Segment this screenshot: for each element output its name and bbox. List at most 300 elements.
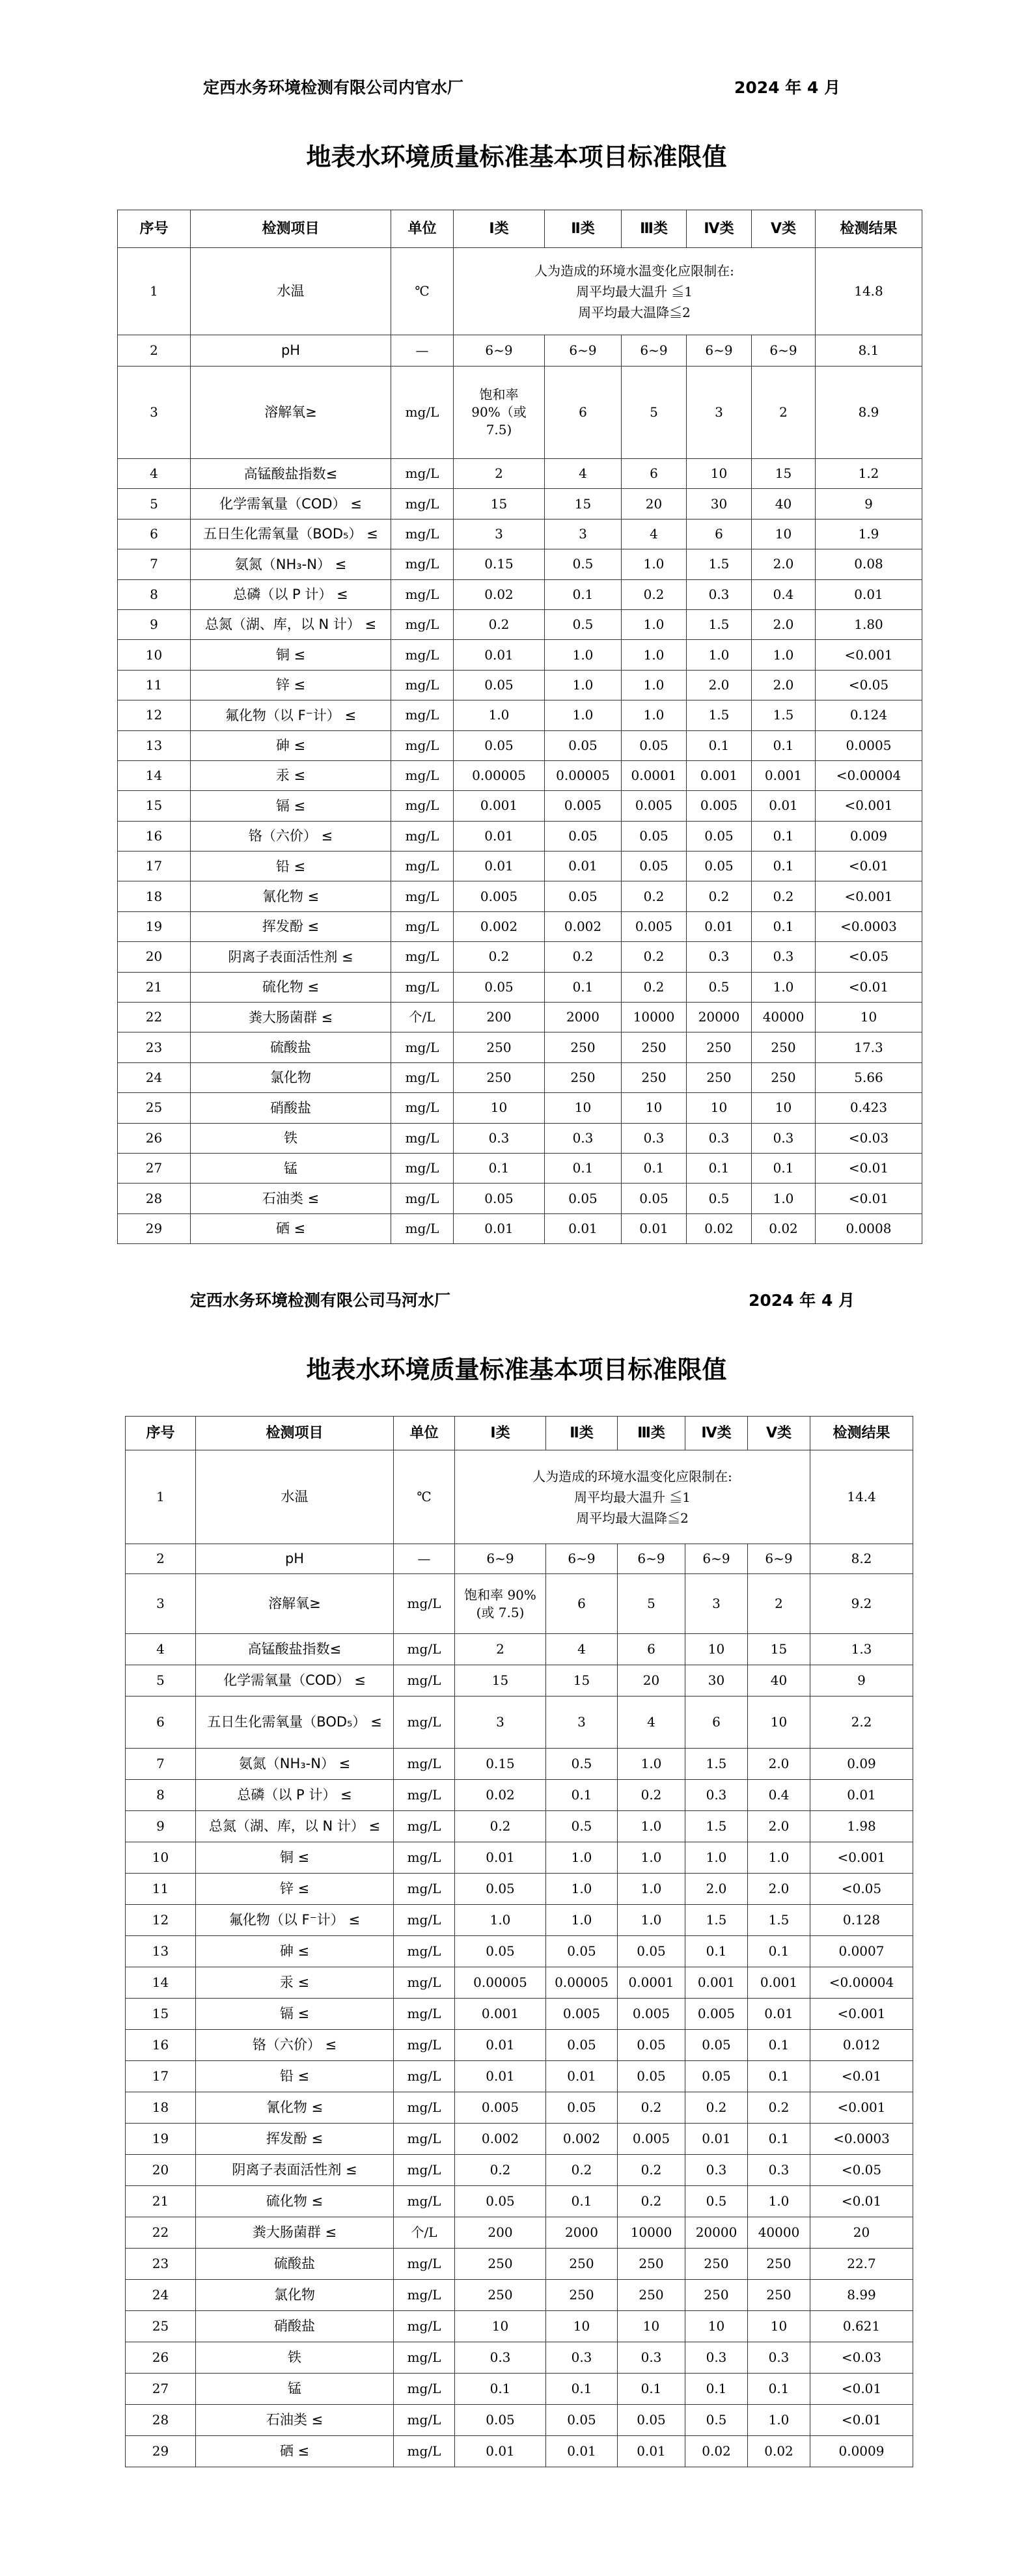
row-class3: 0.2 — [622, 942, 687, 972]
table-row — [118, 881, 922, 911]
col-header-class2: Ⅱ类 — [545, 210, 622, 248]
row-item: 铜 ≤ — [191, 640, 391, 670]
row-item: 氰化物 ≤ — [196, 2092, 394, 2124]
row-class3: 0.01 — [618, 2436, 685, 2467]
row-item: 汞 ≤ — [191, 760, 391, 790]
row-class3: 0.2 — [618, 1780, 685, 1811]
row-class5: 2.0 — [748, 1749, 810, 1780]
standard-limits-table-2 — [125, 1416, 913, 2467]
row-class2: 0.002 — [546, 2124, 618, 2155]
row-class4: 250 — [687, 1062, 752, 1092]
table-row — [126, 1665, 913, 1697]
row-unit: mg/L — [394, 1842, 455, 1874]
row-class3: 0.05 — [618, 1936, 685, 1967]
row-item: 锌 ≤ — [196, 1874, 394, 1905]
row-number: 12 — [118, 700, 191, 730]
row-class4: 0.5 — [687, 972, 752, 1002]
row-class3: 0.005 — [622, 911, 687, 941]
row-number: 28 — [118, 1184, 191, 1213]
row-class4: 0.001 — [687, 760, 752, 790]
row-class2: 6~9 — [545, 335, 622, 367]
row-class4: 0.3 — [687, 579, 752, 609]
row-class1: 0.01 — [455, 1842, 546, 1874]
row-number: 13 — [118, 730, 191, 760]
row-item: 化学需氧量（COD） ≤ — [196, 1665, 394, 1697]
row-class1: 0.2 — [455, 2155, 546, 2186]
row-result: 0.009 — [816, 821, 922, 851]
row-unit: mg/L — [391, 549, 454, 579]
row-unit: mg/L — [391, 519, 454, 549]
row-class3: 0.3 — [618, 2342, 685, 2374]
row-number: 13 — [126, 1936, 196, 1967]
row-result: 22.7 — [810, 2249, 913, 2280]
row-item: 铁 — [191, 1123, 391, 1153]
table-row — [126, 2155, 913, 2186]
row-class4: 0.005 — [685, 1999, 748, 2030]
row-item: 氯化物 — [191, 1062, 391, 1092]
row-result: 0.0005 — [816, 730, 922, 760]
row-class4: 0.02 — [685, 2436, 748, 2467]
row-class4: 6 — [685, 1697, 748, 1749]
col-header-class3: Ⅲ类 — [622, 210, 687, 248]
col-header-no: 序号 — [126, 1417, 196, 1450]
table-row — [126, 1999, 913, 2030]
row-number: 3 — [118, 367, 191, 459]
row-class1: 0.005 — [455, 2092, 546, 2124]
row-class1: 0.00005 — [455, 1967, 546, 1999]
cell-line: (或 7.5) — [476, 1604, 525, 1620]
row-class4: 10 — [687, 459, 752, 489]
row-number: 17 — [118, 852, 191, 881]
row-class3: 4 — [618, 1697, 685, 1749]
row-class4: 0.3 — [687, 1123, 752, 1153]
row-class5: 0.3 — [748, 2342, 810, 2374]
col-header-class4: Ⅳ类 — [687, 210, 752, 248]
row-class3: 0.1 — [618, 2374, 685, 2405]
row-number: 12 — [126, 1905, 196, 1936]
row-class5: 250 — [752, 1062, 816, 1092]
row-class1: 3 — [454, 519, 545, 549]
row-class4: 10 — [685, 2311, 748, 2342]
row-class2: 0.1 — [546, 2374, 618, 2405]
row-result: <0.001 — [810, 1842, 913, 1874]
row-class3: 6 — [618, 1634, 685, 1665]
row-class4: 2.0 — [687, 670, 752, 700]
row-result: 9.2 — [810, 1574, 913, 1634]
row-result: <0.001 — [810, 2092, 913, 2124]
row-class4: 0.2 — [685, 2092, 748, 2124]
row-number: 7 — [118, 549, 191, 579]
row-result: 2.2 — [810, 1697, 913, 1749]
row-number: 5 — [126, 1665, 196, 1697]
row-result: 0.0008 — [816, 1213, 922, 1243]
row-class3: 10000 — [618, 2217, 685, 2249]
row-class4: 30 — [685, 1665, 748, 1697]
row-class2: 0.01 — [545, 1213, 622, 1243]
row-result: <0.00004 — [810, 1967, 913, 1999]
row-class1: 250 — [454, 1062, 545, 1092]
row-class2: 0.1 — [545, 972, 622, 1002]
row-class1: 250 — [455, 2249, 546, 2280]
table-row — [118, 579, 922, 609]
row-item: 砷 ≤ — [196, 1936, 394, 1967]
row-class2: 0.05 — [545, 730, 622, 760]
row-item: 铬（六价） ≤ — [196, 2030, 394, 2061]
row-class5: 0.02 — [748, 2436, 810, 2467]
row-number: 23 — [126, 2249, 196, 2280]
row-item: pH — [191, 335, 391, 367]
row-result: <0.001 — [810, 1999, 913, 2030]
row-class1: 10 — [455, 2311, 546, 2342]
col-header-class1: Ⅰ类 — [455, 1417, 546, 1450]
row-result: 1.80 — [816, 609, 922, 639]
row-unit: mg/L — [394, 2186, 455, 2217]
row-class3: 0.05 — [622, 730, 687, 760]
row-class1: 0.005 — [454, 881, 545, 911]
col-header-result: 检测结果 — [816, 210, 922, 248]
row-result: 0.128 — [810, 1905, 913, 1936]
row-class3: 0.3 — [622, 1123, 687, 1153]
row-class5: 0.1 — [748, 2374, 810, 2405]
table-row — [126, 2124, 913, 2155]
row-result: <0.05 — [810, 1874, 913, 1905]
row-unit: mg/L — [391, 367, 454, 459]
row-class1: 0.001 — [455, 1999, 546, 2030]
row-class5: 0.1 — [752, 852, 816, 881]
row-class2: 0.002 — [545, 911, 622, 941]
row-class5: 2.0 — [752, 549, 816, 579]
row-class5: 15 — [748, 1634, 810, 1665]
table-row — [118, 670, 922, 700]
row-class3: 0.05 — [618, 2405, 685, 2436]
row-class3: 250 — [618, 2280, 685, 2311]
row-number: 14 — [126, 1967, 196, 1999]
row-class4: 0.005 — [687, 791, 752, 821]
row-class1: 0.01 — [454, 640, 545, 670]
table-row — [126, 2061, 913, 2092]
row-number: 25 — [118, 1093, 191, 1123]
row-result: 0.621 — [810, 2311, 913, 2342]
row-item: 镉 ≤ — [196, 1999, 394, 2030]
table-row — [126, 2249, 913, 2280]
row-number: 2 — [126, 1544, 196, 1574]
row-number: 21 — [118, 972, 191, 1002]
row-class3: 1.0 — [618, 1811, 685, 1842]
row-class5: 250 — [752, 1032, 816, 1062]
row-class1: 200 — [454, 1003, 545, 1032]
row-class3: 250 — [622, 1062, 687, 1092]
row-item: 锰 — [191, 1153, 391, 1183]
col-header-unit: 单位 — [391, 210, 454, 248]
col-header-result: 检测结果 — [810, 1417, 913, 1450]
row-result: 9 — [816, 489, 922, 519]
row-class5: 0.1 — [752, 730, 816, 760]
row-unit: mg/L — [394, 1811, 455, 1842]
row-class5: 250 — [748, 2249, 810, 2280]
table-row — [118, 519, 922, 549]
row-class1: 0.2 — [454, 942, 545, 972]
row-class4: 0.001 — [685, 1967, 748, 1999]
table-row — [126, 1780, 913, 1811]
table-row — [118, 760, 922, 790]
row-class2: 0.5 — [546, 1749, 618, 1780]
col-header-class4: Ⅳ类 — [685, 1417, 748, 1450]
row-result: 0.09 — [810, 1749, 913, 1780]
table-row — [118, 1032, 922, 1062]
row-item: 铅 ≤ — [196, 2061, 394, 2092]
row-result: 0.01 — [810, 1780, 913, 1811]
limit-note-line: 人为造成的环境水温变化应限制在: — [532, 1468, 732, 1484]
row-number: 18 — [118, 881, 191, 911]
row-class1: 250 — [454, 1032, 545, 1062]
row-class5: 0.1 — [748, 2124, 810, 2155]
row-class2: 0.05 — [545, 1184, 622, 1213]
row-item: 硫酸盐 — [196, 2249, 394, 2280]
report-header-1 — [0, 75, 1033, 101]
row-number: 15 — [126, 1999, 196, 2030]
row-class3: 1.0 — [622, 549, 687, 579]
row-class2: 3 — [546, 1697, 618, 1749]
table-row — [126, 2405, 913, 2436]
row-number: 22 — [126, 2217, 196, 2249]
row-class1: 0.05 — [455, 2405, 546, 2436]
row-class5: 0.1 — [748, 2030, 810, 2061]
row-class2: 0.05 — [546, 1936, 618, 1967]
row-class3: 4 — [622, 519, 687, 549]
row-result: <0.01 — [810, 2405, 913, 2436]
row-unit: mg/L — [394, 2092, 455, 2124]
row-unit: mg/L — [394, 2280, 455, 2311]
table-row — [118, 821, 922, 851]
row-class4: 0.05 — [685, 2061, 748, 2092]
row-item: 氰化物 ≤ — [191, 881, 391, 911]
row-item: 化学需氧量（COD） ≤ — [191, 489, 391, 519]
row-result: 0.124 — [816, 700, 922, 730]
row-result: <0.05 — [816, 942, 922, 972]
row-unit: mg/L — [391, 942, 454, 972]
row-item: 阴离子表面活性剂 ≤ — [191, 942, 391, 972]
table-header-row — [126, 1417, 913, 1450]
row-class5: 40000 — [748, 2217, 810, 2249]
row-class1: 200 — [455, 2217, 546, 2249]
row-item: 镉 ≤ — [191, 791, 391, 821]
row-unit: mg/L — [394, 1936, 455, 1967]
row-class1: 0.01 — [455, 2061, 546, 2092]
row-class5: 0.1 — [748, 2061, 810, 2092]
row-result: 14.4 — [810, 1450, 913, 1544]
row-class3: 6 — [622, 459, 687, 489]
col-header-item: 检测项目 — [191, 210, 391, 248]
row-class1: 0.3 — [455, 2342, 546, 2374]
row-item: 高锰酸盐指数≤ — [196, 1634, 394, 1665]
row-class1: 2 — [454, 459, 545, 489]
row-unit: mg/L — [391, 972, 454, 1002]
row-item: 水温 — [196, 1450, 394, 1544]
row-item: 挥发酚 ≤ — [196, 2124, 394, 2155]
row-class1: 0.05 — [454, 1184, 545, 1213]
row-unit: mg/L — [391, 640, 454, 670]
row-unit: mg/L — [394, 1749, 455, 1780]
row-item: 总氮（湖、库，以 N 计） ≤ — [191, 609, 391, 639]
col-header-class5: Ⅴ类 — [752, 210, 816, 248]
table-row — [118, 911, 922, 941]
row-class1: 0.3 — [454, 1123, 545, 1153]
row-class4: 250 — [685, 2249, 748, 2280]
row-class3: 0.005 — [618, 2124, 685, 2155]
row-number: 6 — [126, 1697, 196, 1749]
row-result: 1.3 — [810, 1634, 913, 1665]
row-unit: mg/L — [391, 459, 454, 489]
table-row — [126, 1697, 913, 1749]
row-result: 17.3 — [816, 1032, 922, 1062]
table-row — [126, 1574, 913, 1634]
col-header-class2: Ⅱ类 — [546, 1417, 618, 1450]
row-item: 硝酸盐 — [196, 2311, 394, 2342]
row-class5: 2.0 — [752, 609, 816, 639]
row-result: <0.01 — [810, 2061, 913, 2092]
row-class4: 0.5 — [685, 2186, 748, 2217]
table-row — [118, 248, 922, 335]
row-result: 0.0009 — [810, 2436, 913, 2467]
table-row — [118, 791, 922, 821]
row-class1: 0.01 — [454, 1213, 545, 1243]
row-item: 粪大肠菌群 ≤ — [196, 2217, 394, 2249]
row-class2: 0.5 — [545, 549, 622, 579]
row-class2: 0.2 — [546, 2155, 618, 2186]
row-number: 7 — [126, 1749, 196, 1780]
limit-note-line: 周平均最大温升 ≦1 — [573, 1489, 691, 1505]
row-class2: 15 — [546, 1665, 618, 1697]
table-row — [126, 1842, 913, 1874]
table-row — [126, 2311, 913, 2342]
cell-line: 7.5) — [486, 422, 512, 437]
row-number: 11 — [118, 670, 191, 700]
col-header-class1: Ⅰ类 — [454, 210, 545, 248]
row-class1: 0.01 — [455, 2436, 546, 2467]
table-body-rows — [118, 459, 922, 1244]
row-item: 汞 ≤ — [196, 1967, 394, 1999]
row-class4: 3 — [687, 367, 752, 459]
row-class1: 15 — [454, 489, 545, 519]
row-class4: 1.5 — [685, 1811, 748, 1842]
row-class5: 10 — [748, 1697, 810, 1749]
table-row — [126, 2374, 913, 2405]
row-result: 8.99 — [810, 2280, 913, 2311]
row-unit: mg/L — [391, 670, 454, 700]
table-row — [126, 1749, 913, 1780]
row-class5: 0.001 — [748, 1967, 810, 1999]
row-class3: 0.2 — [622, 881, 687, 911]
row-unit: mg/L — [391, 1123, 454, 1153]
row-class2: 2000 — [545, 1003, 622, 1032]
row-item: 总磷（以 P 计） ≤ — [196, 1780, 394, 1811]
row-item: 粪大肠菌群 ≤ — [191, 1003, 391, 1032]
row-class3: 6~9 — [622, 335, 687, 367]
row-class5: 10 — [752, 1093, 816, 1123]
table-row — [126, 2280, 913, 2311]
row-class2: 0.1 — [546, 1780, 618, 1811]
row-class5: 0.001 — [752, 760, 816, 790]
row-class5: 10 — [748, 2311, 810, 2342]
table-row — [118, 972, 922, 1002]
row-class1: 0.2 — [455, 1811, 546, 1842]
row-result: <0.05 — [816, 670, 922, 700]
row-class1: 0.1 — [454, 1153, 545, 1183]
row-result: 10 — [816, 1003, 922, 1032]
row-class3: 0.05 — [622, 1184, 687, 1213]
row-class3: 0.005 — [622, 791, 687, 821]
row-class1: 0.05 — [455, 1874, 546, 1905]
row-class2: 6 — [545, 367, 622, 459]
row-result: 14.8 — [816, 248, 922, 335]
row-unit: mg/L — [391, 1184, 454, 1213]
row-class5: 1.5 — [752, 700, 816, 730]
row-number: 28 — [126, 2405, 196, 2436]
row-class2: 1.0 — [546, 1874, 618, 1905]
row-number: 17 — [126, 2061, 196, 2092]
row-unit: 个/L — [394, 2217, 455, 2249]
row-class1: 0.05 — [455, 2186, 546, 2217]
row-class3: 0.05 — [622, 821, 687, 851]
row-number: 11 — [126, 1874, 196, 1905]
row-item: 氯化物 — [196, 2280, 394, 2311]
row-unit: mg/L — [391, 852, 454, 881]
row-unit: mg/L — [394, 1905, 455, 1936]
row-class1: 1.0 — [454, 700, 545, 730]
col-header-class5: Ⅴ类 — [748, 1417, 810, 1450]
row-item: 石油类 ≤ — [196, 2405, 394, 2436]
row-item: 石油类 ≤ — [191, 1184, 391, 1213]
table-row — [118, 1213, 922, 1243]
row-item: 锌 ≤ — [191, 670, 391, 700]
row-class1: 250 — [455, 2280, 546, 2311]
row-unit: mg/L — [394, 2249, 455, 2280]
row-item: 阴离子表面活性剂 ≤ — [196, 2155, 394, 2186]
row-class4: 0.01 — [687, 911, 752, 941]
row-class2: 0.05 — [546, 2092, 618, 2124]
row-class4: 6 — [687, 519, 752, 549]
table-row — [126, 2436, 913, 2467]
report-header-2 — [0, 1288, 1033, 1314]
cell-line: 90%（或 — [471, 404, 527, 420]
table-row — [126, 1811, 913, 1842]
row-unit: mg/L — [394, 1697, 455, 1749]
row-class3: 0.05 — [618, 2030, 685, 2061]
row-class3: 1.0 — [622, 640, 687, 670]
row-class4: 0.05 — [687, 821, 752, 851]
row-item: 氟化物（以 F⁻计） ≤ — [196, 1905, 394, 1936]
row-number: 10 — [126, 1842, 196, 1874]
row-class2: 0.05 — [546, 2405, 618, 2436]
row-result: <0.01 — [810, 2186, 913, 2217]
row-class2: 0.00005 — [545, 760, 622, 790]
organization-name: 定西水务环境检测有限公司内官水厂 — [203, 78, 464, 97]
row-class5: 1.0 — [752, 640, 816, 670]
row-class3: 250 — [622, 1032, 687, 1062]
table-row — [118, 335, 922, 367]
row-result: <0.01 — [816, 852, 922, 881]
row-class2: 1.0 — [545, 640, 622, 670]
row-class2: 250 — [545, 1062, 622, 1092]
row-class3: 6~9 — [618, 1544, 685, 1574]
row-class5: 2.0 — [748, 1811, 810, 1842]
table-row — [118, 852, 922, 881]
row-unit: mg/L — [391, 911, 454, 941]
row-unit: mg/L — [394, 1574, 455, 1634]
row-class4: 0.01 — [685, 2124, 748, 2155]
row-class5: 15 — [752, 459, 816, 489]
row-result: <0.01 — [816, 1184, 922, 1213]
